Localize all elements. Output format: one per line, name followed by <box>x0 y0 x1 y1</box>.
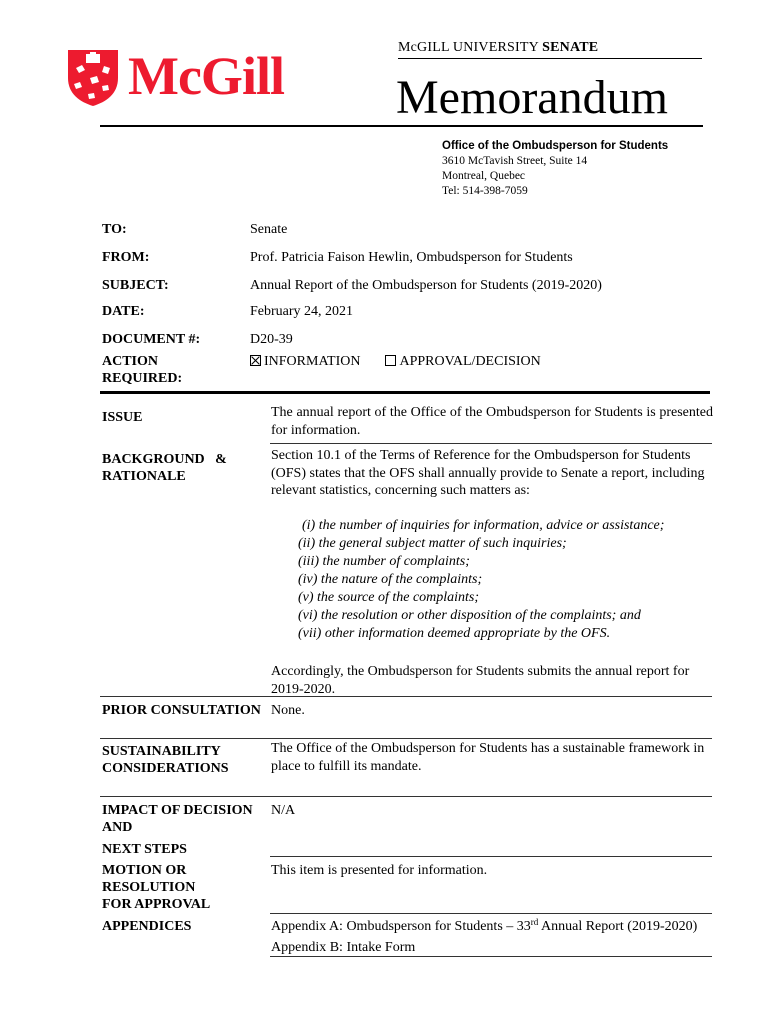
document-value: D20-39 <box>250 332 293 347</box>
motion-label <box>102 862 210 913</box>
issue-label: ISSUE <box>102 410 143 425</box>
impact-text: N/A <box>271 803 296 818</box>
from-label: FROM: <box>102 250 150 265</box>
to-value: Senate <box>250 222 288 237</box>
sustainability-label <box>102 743 229 777</box>
office-tel: Tel: 514-398-7059 <box>442 185 528 197</box>
subject-label: SUBJECT: <box>102 278 169 293</box>
header-university <box>398 40 598 56</box>
list-item: (iv) the nature of the complaints; <box>298 572 483 587</box>
impact-label <box>102 802 253 858</box>
prior-divider <box>100 738 712 739</box>
list-item: (ii) the general subject matter of such inquiries; <box>298 536 567 551</box>
impact-label-line1: IMPACT OF DECISION <box>102 803 253 818</box>
impact-label-line2: AND <box>102 820 133 835</box>
sustainability-label-line1: SUSTAINABILITY <box>102 744 221 759</box>
action-label-line2: REQUIRED: <box>102 371 183 386</box>
motion-label-line3: FOR APPROVAL <box>102 897 211 912</box>
motion-label-line1: MOTION OR <box>102 863 187 878</box>
impact-label-line3: NEXT STEPS <box>102 842 187 857</box>
office-address-line2: Montreal, Quebec <box>442 170 526 182</box>
mcgill-wordmark: McGill <box>128 46 284 106</box>
action-options <box>250 353 541 370</box>
appendix-a-text: Appendix A: Ombudsperson for Students – 33 <box>271 919 531 934</box>
motion-label-line2: RESOLUTION <box>102 880 196 895</box>
appendix-b: Appendix B: Intake Form <box>271 940 416 955</box>
memo-title: Memorandum <box>396 71 668 124</box>
background-divider <box>100 696 712 697</box>
approval-checkbox[interactable] <box>385 355 396 366</box>
information-checkbox[interactable] <box>250 355 261 366</box>
action-label-line1: ACTION <box>102 354 159 369</box>
appendix-a <box>271 918 697 935</box>
list-item: (vii) other information deemed appropriate by the OFS. <box>298 626 611 641</box>
to-label: TO: <box>102 222 127 237</box>
date-value: February 24, 2021 <box>250 304 354 319</box>
subject-value: Annual Report of the Ombudsperson for Students (2019-2020) <box>250 278 602 293</box>
impact-divider <box>270 856 712 857</box>
prior-consultation-text: None. <box>271 703 305 718</box>
sustainability-label-line2: CONSIDERATIONS <box>102 761 229 776</box>
action-required-label <box>102 353 182 387</box>
list-item: (i) the number of inquiries for information, advice or assistance; <box>302 518 665 533</box>
accordingly-text: Accordingly, the Ombudsperson for Students submits the annual report for 2019-2020. <box>271 664 690 697</box>
senate-name: SENATE <box>542 40 599 55</box>
office-name: Office of the Ombudsperson for Students <box>442 140 669 152</box>
document-label: DOCUMENT #: <box>102 332 201 347</box>
issue-divider <box>270 443 712 444</box>
header-rule <box>398 58 702 59</box>
date-label: DATE: <box>102 304 145 319</box>
mcgill-shield-logo <box>66 48 120 108</box>
background-text: Section 10.1 of the Terms of Reference for the Ombudsperson for Students (OFS) states that the OFS shall annually provide to Senate a report, including relevant statistics, concerning such matters as: <box>271 448 705 498</box>
motion-text: This item is presented for information. <box>271 863 488 878</box>
appendix-a-text-end: Annual Report (2019-2020) <box>538 919 698 934</box>
university-name: McGILL UNIVERSITY <box>398 40 539 55</box>
approval-option-label: APPROVAL/DECISION <box>399 354 541 369</box>
background-label <box>102 451 234 485</box>
list-item: (iii) the number of complaints; <box>298 554 470 569</box>
list-item: (vi) the resolution or other disposition of the complaints; and <box>298 608 641 623</box>
background-label-line2: RATIONALE <box>102 469 186 484</box>
motion-divider <box>270 913 712 914</box>
from-value: Prof. Patricia Faison Hewlin, Ombudsperson for Students <box>250 250 573 265</box>
section-divider-thick <box>100 391 710 394</box>
issue-text: The annual report of the Office of the Ombudsperson for Students is presented for information. <box>271 405 713 438</box>
office-address-block <box>442 139 668 199</box>
background-label-line1: BACKGROUND & <box>102 452 227 467</box>
appendices-label: APPENDICES <box>102 919 192 934</box>
appendices-divider <box>270 956 712 957</box>
appendix-a-ordinal: rd <box>530 917 539 927</box>
information-option-label: INFORMATION <box>264 354 361 369</box>
prior-consultation-label: PRIOR CONSULTATION <box>102 703 261 718</box>
sustainability-divider <box>100 796 712 797</box>
list-item: (v) the source of the complaints; <box>298 590 480 605</box>
matters-list <box>298 517 664 643</box>
sustainability-text: The Office of the Ombudsperson for Students has a sustainable framework in place to fulfill its mandate. <box>271 741 705 774</box>
office-address-line1: 3610 McTavish Street, Suite 14 <box>442 155 588 167</box>
header-divider <box>100 125 703 127</box>
